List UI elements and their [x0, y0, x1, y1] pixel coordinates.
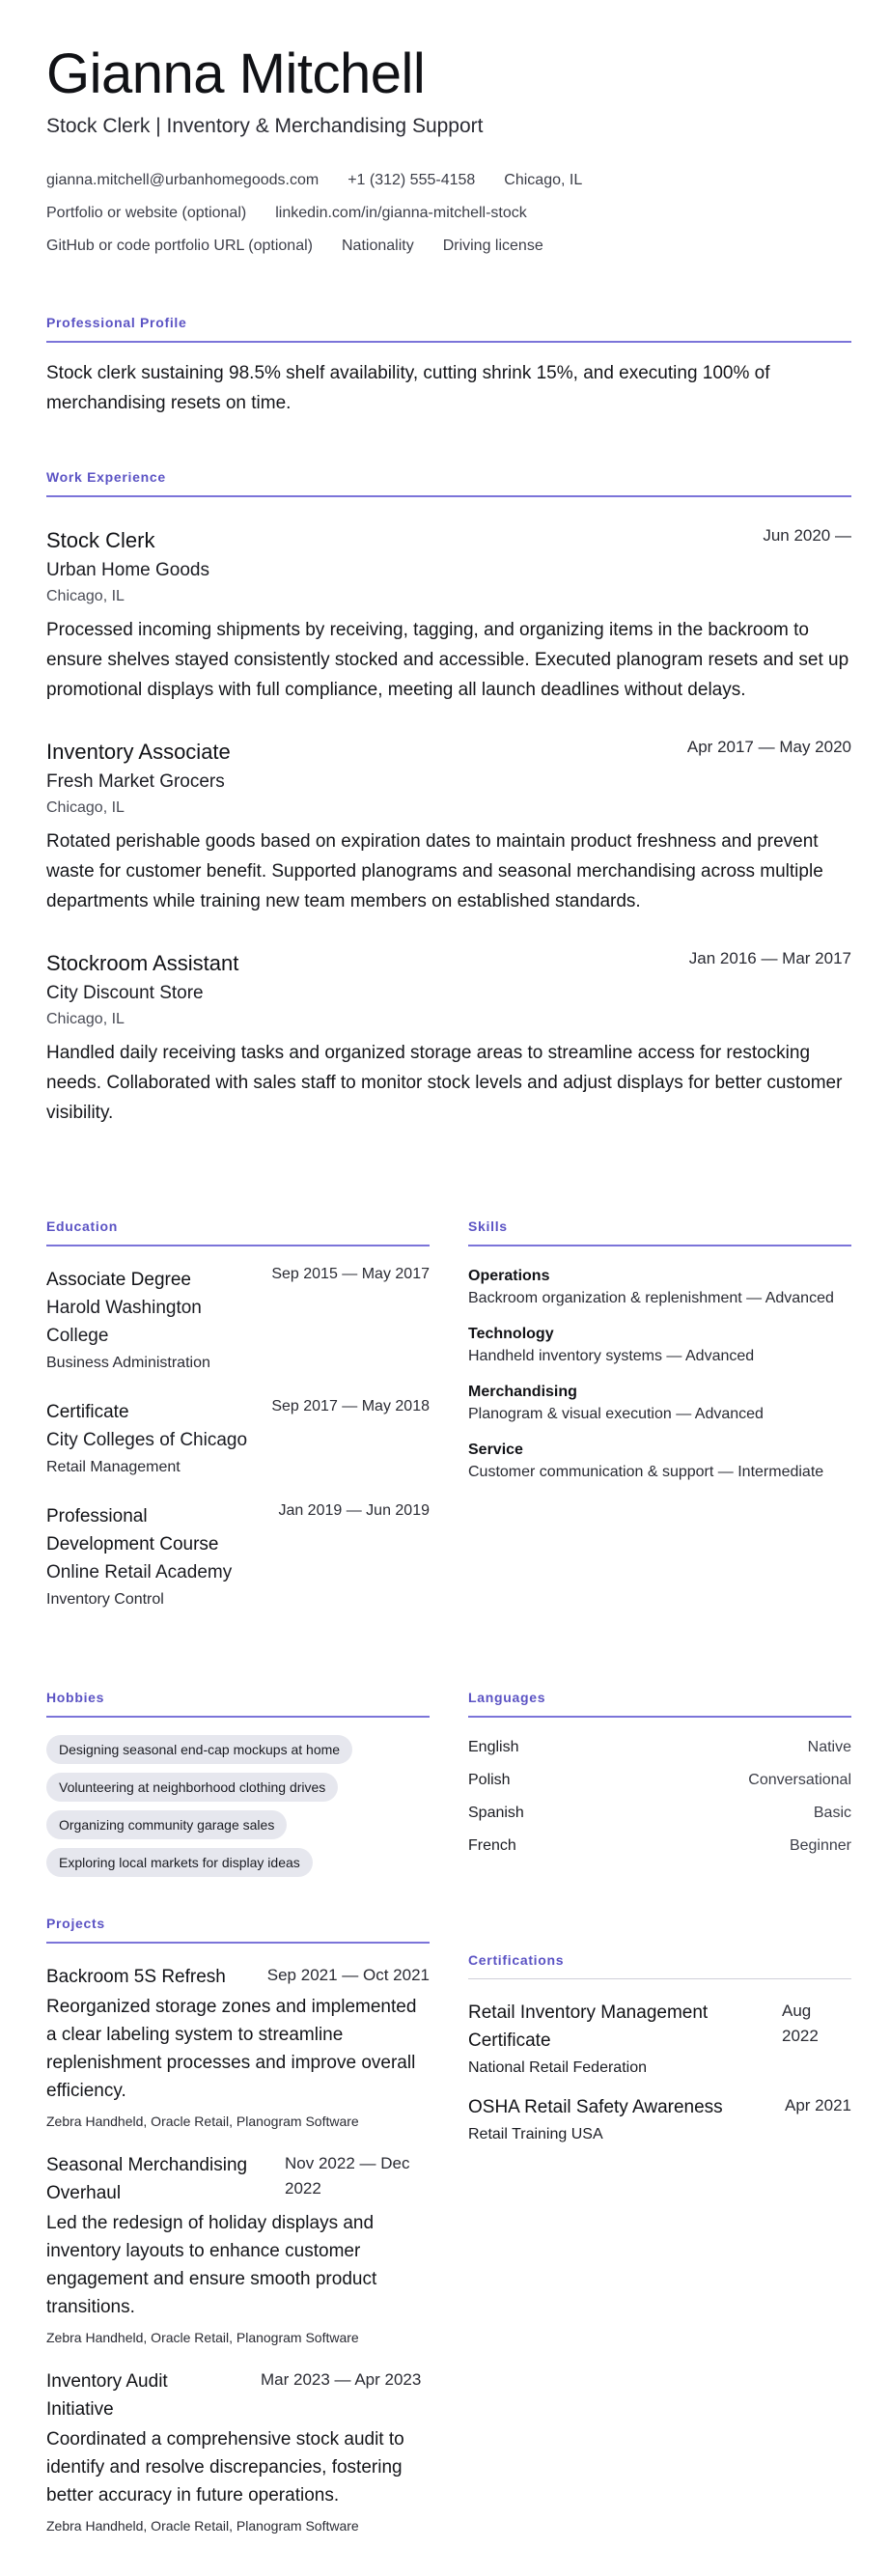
education-entry	[46, 1502, 430, 1611]
project-tech: Zebra Handheld, Oracle Retail, Planogram Software	[46, 2518, 359, 2534]
education-section	[46, 1218, 430, 1611]
job-company: Fresh Market Grocers	[46, 771, 225, 792]
education-school: City Colleges of Chicago	[46, 1430, 248, 1450]
hobby-chip: Organizing community garage sales	[46, 1810, 287, 1839]
hobby-chip: Exploring local markets for display ideas	[46, 1848, 313, 1877]
education-field: Inventory Control	[46, 1591, 164, 1608]
education-dates: Sep 2017 — May 2018	[271, 1398, 430, 1414]
education-entry	[46, 1398, 430, 1479]
project-title: Seasonal Merchandising Overhaul	[46, 2155, 248, 2203]
job-dates: Jan 2016 — Mar 2017	[688, 949, 851, 967]
project-dates: Nov 2022 — Dec 2022	[285, 2154, 410, 2198]
education-dates: Sep 2015 — May 2017	[271, 1266, 430, 1282]
section-divider	[46, 1716, 430, 1718]
job-title: Stock Clerk	[46, 528, 155, 552]
job-company: Urban Home Goods	[46, 560, 209, 580]
skill-group	[468, 1382, 851, 1426]
education-school: Online Retail Academy	[46, 1562, 233, 1582]
certification-entry	[468, 1999, 851, 2080]
section-title-certifications: Certifications	[468, 1952, 565, 1968]
hobby-list	[46, 1735, 430, 1886]
language-row	[468, 1830, 851, 1862]
candidate-name: Gianna Mitchell	[46, 42, 426, 105]
project-entry	[46, 1963, 430, 2132]
project-title: Backroom 5S Refresh	[46, 1967, 226, 1987]
skill-value: Backroom organization & replenishment — Advanced	[468, 1290, 834, 1306]
contact-github[interactable]: GitHub or code portfolio URL (optional)	[46, 238, 313, 254]
job-company: City Discount Store	[46, 983, 204, 1003]
section-divider	[468, 1245, 851, 1246]
section-title-projects: Projects	[46, 1916, 105, 1931]
certification-title: OSHA Retail Safety Awareness	[468, 2097, 723, 2117]
resume-content	[46, 42, 851, 2534]
education-entry	[46, 1266, 430, 1375]
skill-category: Merchandising	[468, 1384, 577, 1400]
language-name: Spanish	[468, 1805, 524, 1821]
skill-group	[468, 1440, 851, 1484]
section-title-hobbies: Hobbies	[46, 1690, 105, 1705]
job-location: Chicago, IL	[46, 588, 125, 604]
language-row	[468, 1797, 851, 1830]
certifications-section	[468, 1952, 851, 2146]
section-divider	[46, 1942, 430, 1944]
contact-row	[46, 197, 851, 230]
language-name: English	[468, 1739, 519, 1755]
job-dates: Apr 2017 — May 2020	[686, 738, 851, 756]
section-divider	[46, 1245, 430, 1246]
section-divider	[468, 1978, 851, 1979]
certification-entry	[468, 2093, 851, 2146]
job-dates: Jun 2020 —	[763, 526, 851, 545]
section-divider	[46, 341, 851, 343]
profile-text: Stock clerk sustaining 98.5% shelf availability, cutting shrink 15%, and executing 100% of merchandising resets on time.	[46, 363, 770, 413]
education-field: Business Administration	[46, 1355, 210, 1371]
language-row	[468, 1764, 851, 1797]
certification-issuer: National Retail Federation	[468, 2059, 647, 2076]
profile-section	[46, 315, 851, 418]
languages-section	[468, 1690, 851, 1862]
job-description: Processed incoming shipments by receiving, tagging, and organizing items in the backroom to ensure shelves stayed consistently stocked and accessible. Executed planogram resets and set up promotional displays with full compliance, meeting all launch deadlines without delays.	[46, 620, 849, 700]
contact-row	[46, 230, 851, 263]
language-name: French	[468, 1837, 516, 1854]
language-list	[468, 1731, 851, 1862]
contact-portfolio[interactable]: Portfolio or website (optional)	[46, 205, 247, 221]
job-entry	[46, 738, 851, 916]
certification-issuer: Retail Training USA	[468, 2126, 603, 2142]
job-entry	[46, 526, 851, 705]
education-field: Retail Management	[46, 1459, 181, 1475]
job-title: Inventory Associate	[46, 740, 231, 764]
hobby-chip: Designing seasonal end-cap mockups at home	[46, 1735, 352, 1764]
contact-nationality: Nationality	[341, 238, 414, 254]
language-level: Conversational	[748, 1772, 851, 1788]
contact-row	[46, 164, 851, 197]
contact-email[interactable]: gianna.mitchell@urbanhomegoods.com	[46, 172, 320, 188]
contact-block	[46, 164, 851, 263]
section-title-languages: Languages	[468, 1690, 546, 1705]
work-section	[46, 469, 851, 1128]
project-description: Reorganized storage zones and implemented a clear labeling system to streamline replenishment processes and improve overall efficiency.	[46, 1997, 417, 2101]
education-degree: Associate Degree	[46, 1270, 191, 1290]
section-divider	[46, 495, 851, 497]
section-divider	[468, 1716, 851, 1718]
skill-value: Planogram & visual execution — Advanced	[468, 1406, 764, 1422]
contact-location: Chicago, IL	[504, 172, 583, 188]
skill-category: Service	[468, 1442, 523, 1458]
project-tech: Zebra Handheld, Oracle Retail, Planogram Software	[46, 2114, 359, 2129]
education-school: Harold Washington College	[46, 1298, 202, 1346]
language-row	[468, 1731, 851, 1764]
job-description: Handled daily receiving tasks and organized storage areas to streamline access for restocking needs. Collaborated with sales staff to monitor stock levels and adjust displays for better customer visibility.	[46, 1043, 843, 1123]
contact-phone[interactable]: +1 (312) 555-4158	[348, 172, 476, 188]
contact-linkedin[interactable]: linkedin.com/in/gianna-mitchell-stock	[275, 205, 527, 221]
certification-title: Retail Inventory Management Certificate	[468, 2002, 709, 2051]
language-level: Basic	[813, 1805, 851, 1821]
language-name: Polish	[468, 1772, 511, 1788]
project-dates: Mar 2023 — Apr 2023	[261, 2370, 422, 2389]
certification-date: Aug 2022	[782, 2002, 819, 2045]
skill-group	[468, 1266, 851, 1310]
candidate-headline: Stock Clerk | Inventory & Merchandising Support	[46, 115, 484, 137]
language-level: Native	[807, 1739, 851, 1755]
skill-category: Technology	[468, 1326, 554, 1342]
education-dates: Jan 2019 — Jun 2019	[278, 1502, 430, 1519]
job-location: Chicago, IL	[46, 799, 125, 816]
section-title-education: Education	[46, 1218, 118, 1234]
certification-date: Apr 2021	[785, 2096, 851, 2114]
project-title: Inventory Audit Initiative	[46, 2371, 168, 2420]
projects-section	[46, 1916, 430, 2536]
hobbies-section	[46, 1690, 430, 1886]
project-tech: Zebra Handheld, Oracle Retail, Planogram Software	[46, 2330, 359, 2345]
education-degree: Professional Development Course	[46, 1506, 219, 1554]
project-description: Coordinated a comprehensive stock audit to identify and resolve discrepancies, fostering better accuracy in future operations.	[46, 2429, 404, 2506]
project-description: Led the redesign of holiday displays and inventory layouts to enhance customer engagement and ensure smooth product transitions.	[46, 2213, 377, 2317]
section-title-skills: Skills	[468, 1218, 508, 1234]
project-dates: Sep 2021 — Oct 2021	[266, 1966, 430, 1984]
job-entry	[46, 949, 851, 1128]
job-location: Chicago, IL	[46, 1011, 125, 1027]
project-entry	[46, 2367, 430, 2536]
skill-category: Operations	[468, 1268, 550, 1284]
job-title: Stockroom Assistant	[46, 951, 239, 975]
skill-value: Handheld inventory systems — Advanced	[468, 1348, 755, 1364]
education-degree: Certificate	[46, 1402, 129, 1422]
hobby-chip: Volunteering at neighborhood clothing drives	[46, 1773, 338, 1802]
skill-value: Customer communication & support — Intermediate	[468, 1464, 824, 1480]
job-description: Rotated perishable goods based on expiration dates to maintain product freshness and prevent waste for customer benefit. Supported planograms and seasonal merchandising across multiple departments while training new team members on established standards.	[46, 831, 823, 911]
section-title-profile: Professional Profile	[46, 315, 187, 330]
language-level: Beginner	[789, 1837, 851, 1854]
contact-license: Driving license	[442, 238, 543, 254]
section-title-work: Work Experience	[46, 469, 166, 485]
skill-group	[468, 1324, 851, 1368]
skills-section	[468, 1218, 851, 1484]
project-entry	[46, 2151, 430, 2348]
